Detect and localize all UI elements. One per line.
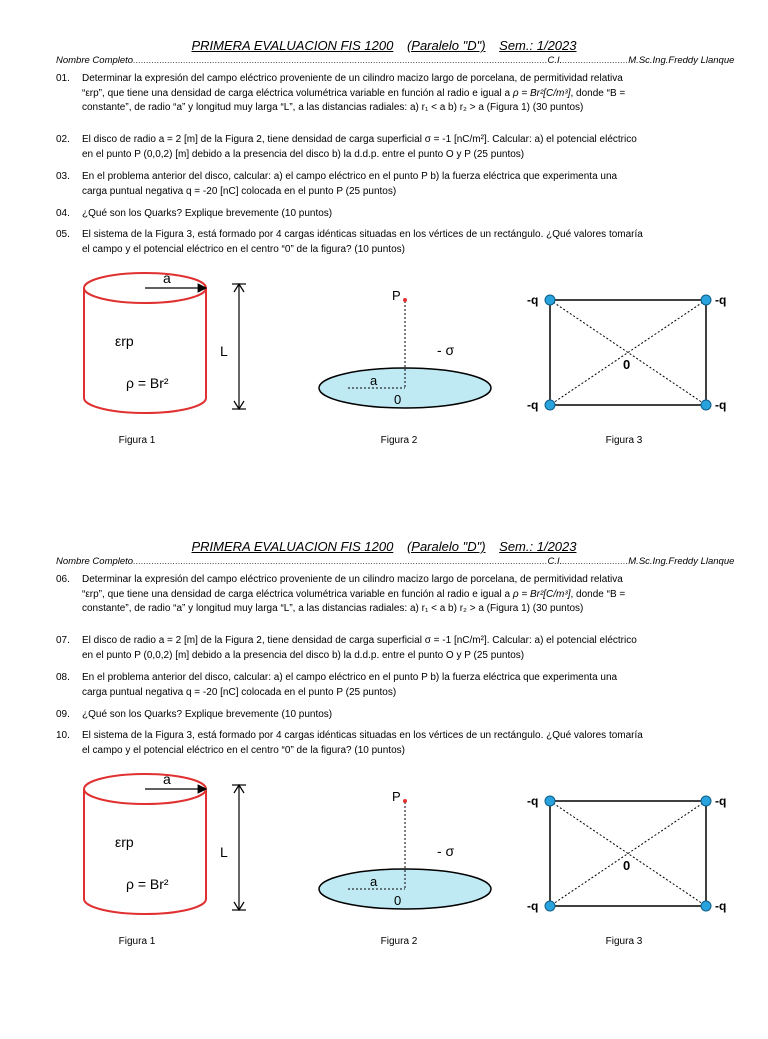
charge-top-left	[545, 295, 555, 305]
charge-bottom-left	[545, 901, 555, 911]
density-formula: ρ = Br²[C/m³]	[512, 588, 571, 600]
figure-2-caption: Figura 2	[380, 435, 418, 446]
charge-label: -q	[527, 899, 539, 913]
question-text-line: el campo y el potencial eléctrico en el centro “0” de la figura? (10 puntos)	[82, 243, 405, 255]
question-text-part: , donde “B =	[570, 588, 626, 600]
figure-3-caption: Figura 3	[605, 435, 643, 446]
figures-area	[0, 38, 768, 468]
charge-label: -q	[715, 398, 727, 412]
charge-top-right	[701, 295, 711, 305]
question-text-line: En el problema anterior del disco, calcular: a) el campo eléctrico en el punto P b) la fuerza eléctrica que experimenta una	[82, 672, 618, 683]
semester-label: Sem.: 1/2023	[499, 539, 577, 554]
question-text-line: El sistema de la Figura 3, está formado por 4 cargas idénticas situadas en los vértices de un rectángulo. ¿Qué valores tomaría	[82, 229, 643, 240]
semester-label: Sem.: 1/2023	[499, 38, 577, 53]
figure-3-caption: Figura 3	[605, 936, 643, 947]
question-text-line: El sistema de la Figura 3, está formado por 4 cargas idénticas situadas en los vértices de un rectángulo. ¿Qué valores tomaría	[82, 730, 643, 741]
question-text-line: ¿Qué son los Quarks? Explique brevemente (10 puntos)	[82, 709, 333, 720]
charge-label: -q	[715, 293, 727, 307]
name-label: Nombre Completo	[56, 55, 134, 66]
figure-3-rectangle	[527, 794, 726, 913]
figure-1-cylinder	[84, 771, 246, 914]
ci-label: C.I.	[547, 55, 563, 66]
question-text-line: constante”, de radio “a” y longitud muy larga “L”, a las distancias radiales: a) r₁ < a b) r₂ > a (Figura 1) (30 puntos)	[82, 102, 584, 113]
question-text-line: en el punto P (0,0,2) [m] debido a la presencia del disco b) la d.d.p. entre el punto O y P (25 puntos)	[82, 649, 525, 661]
student-info-line: Nombre Completo.............................................................................................................................................................C.I..........................M.Sc.Ing.Freddy Llanque	[56, 556, 735, 567]
question-text-line: el campo y el potencial eléctrico en el centro “0” de la figura? (10 puntos)	[82, 744, 405, 756]
question-text-part: “εrp”, que tiene una densidad de carga eléctrica volumétrica variable en función al radio e igual a	[82, 588, 511, 600]
point-p	[403, 799, 407, 803]
charge-bottom-right	[701, 901, 711, 911]
figures-area	[0, 539, 768, 969]
charge-label: -q	[527, 398, 539, 412]
course-title: PRIMERA EVALUACION FIS 1200	[191, 38, 394, 53]
question-number: 06.	[56, 574, 70, 585]
name-label: Nombre Completo	[56, 556, 134, 567]
question-number: 07.	[56, 635, 70, 646]
charge-bottom-right	[701, 400, 711, 410]
figure-2-disk	[319, 789, 491, 909]
question-text-part: “εrp”, que tiene una densidad de carga eléctrica volumétrica variable en función al radio e igual a	[82, 87, 511, 99]
question-number: 09.	[56, 709, 70, 720]
question-text-line: carga puntual negativa q = -20 [nC] colocada en el punto P (25 puntos)	[82, 686, 397, 698]
center-label: 0	[623, 357, 631, 372]
cylinder-body	[84, 789, 206, 914]
point-p-label: P	[392, 789, 401, 804]
question-text-line: constante”, de radio “a” y longitud muy larga “L”, a las distancias radiales: a) r₁ < a b) r₂ > a (Figura 1) (30 puntos)	[82, 603, 584, 614]
ci-label: C.I.	[547, 556, 563, 567]
question-text-line: El disco de radio a = 2 [m] de la Figura 2, tiene densidad de carga superficial σ = -1 [nC/m²]. Calcular: a) el potencial eléctrico	[82, 635, 637, 646]
charge-label: -q	[527, 293, 539, 307]
teacher-name: M.Sc.Ing.Freddy Llanque	[628, 556, 735, 567]
charge-label: -q	[527, 794, 539, 808]
question-text-line: ¿Qué son los Quarks? Explique brevemente (10 puntos)	[82, 208, 333, 219]
charge-top-left	[545, 796, 555, 806]
question-number: 10.	[56, 730, 70, 741]
permittivity-label: εrp	[115, 333, 134, 349]
charge-bottom-left	[545, 400, 555, 410]
teacher-name: M.Sc.Ing.Freddy Llanque	[628, 55, 735, 66]
figure-2-caption: Figura 2	[380, 936, 418, 947]
question-text-line: en el punto P (0,0,2) [m] debido a la presencia del disco b) la d.d.p. entre el punto O y P (25 puntos)	[82, 148, 525, 160]
exam-sheet-1	[0, 38, 768, 538]
charge-label: -q	[715, 794, 727, 808]
question-number: 01.	[56, 73, 70, 84]
question-text-line: El disco de radio a = 2 [m] de la Figura 2, tiene densidad de carga superficial σ = -1 [nC/m²]. Calcular: a) el potencial eléctrico	[82, 134, 637, 145]
radius-label: a	[163, 771, 171, 787]
figure-1-cylinder	[84, 270, 246, 413]
sigma-label: - σ	[437, 342, 455, 358]
charge-top-right	[701, 796, 711, 806]
question-text-part: , donde “B =	[570, 87, 626, 99]
density-label: ρ = Br²	[126, 375, 169, 391]
origin-label: 0	[394, 893, 402, 908]
parallel-label: (Paralelo "D")	[406, 539, 486, 554]
point-p-label: P	[392, 288, 401, 303]
question-number: 04.	[56, 208, 70, 219]
figure-1-caption: Figura 1	[118, 435, 156, 446]
density-label: ρ = Br²	[126, 876, 169, 892]
origin-label: 0	[394, 392, 402, 407]
question-number: 08.	[56, 672, 70, 683]
course-title: PRIMERA EVALUACION FIS 1200	[191, 539, 394, 554]
sigma-label: - σ	[437, 843, 455, 859]
length-label: L	[220, 343, 228, 359]
charge-label: -q	[715, 899, 727, 913]
question-text-line: En el problema anterior del disco, calcular: a) el campo eléctrico en el punto P b) la fuerza eléctrica que experimenta una	[82, 171, 618, 182]
cylinder-body	[84, 288, 206, 413]
exam-sheet-2	[0, 539, 768, 1039]
length-label: L	[220, 844, 228, 860]
disk-radius-label: a	[370, 874, 378, 889]
disk-radius-label: a	[370, 373, 378, 388]
student-info-line: Nombre Completo.............................................................................................................................................................C.I..........................M.Sc.Ing.Freddy Llanque	[56, 55, 735, 66]
question-number: 02.	[56, 134, 70, 145]
point-p	[403, 298, 407, 302]
question-number: 03.	[56, 171, 70, 182]
question-text-line: Determinar la expresión del campo eléctrico proveniente de un cilindro macizo largo de porcelana, de permitividad relativa	[82, 73, 623, 84]
question-text-line: Determinar la expresión del campo eléctrico proveniente de un cilindro macizo largo de porcelana, de permitividad relativa	[82, 574, 623, 585]
permittivity-label: εrp	[115, 834, 134, 850]
question-text-line: carga puntual negativa q = -20 [nC] colocada en el punto P (25 puntos)	[82, 185, 397, 197]
parallel-label: (Paralelo "D")	[406, 38, 486, 53]
radius-label: a	[163, 270, 171, 286]
question-number: 05.	[56, 229, 70, 240]
figure-3-rectangle	[527, 293, 726, 412]
center-label: 0	[623, 858, 631, 873]
figure-2-disk	[319, 288, 491, 408]
density-formula: ρ = Br²[C/m³]	[512, 87, 571, 99]
figure-1-caption: Figura 1	[118, 936, 156, 947]
